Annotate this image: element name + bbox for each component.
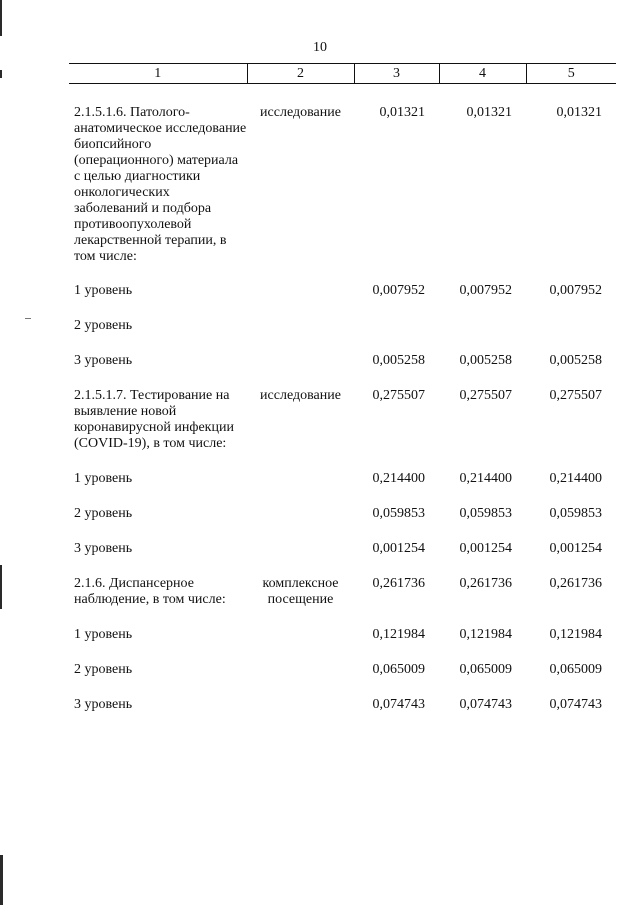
row-value-4: 0,007952 (459, 283, 512, 298)
row-value-3: 0,001254 (372, 541, 425, 556)
row-unit: комплексное посещение (262, 576, 339, 607)
row-name: 3 уровень (74, 697, 133, 712)
row-name: 2.1.6. Диспансерное наблюдение, в том числе: (74, 576, 226, 607)
page-number: 10 (313, 40, 327, 55)
table-row (69, 105, 616, 265)
row-unit (247, 627, 354, 643)
row-value-4: 0,074743 (459, 697, 512, 712)
row-value-4: 0,01321 (466, 105, 512, 120)
row-name: 2 уровень (74, 506, 133, 521)
row-name: 3 уровень (74, 541, 133, 556)
table-row (69, 627, 616, 643)
row-name: 2 уровень (74, 662, 133, 677)
row-value-3: 0,261736 (372, 576, 425, 591)
row-value-5: 0,261736 (549, 576, 602, 591)
row-value-3 (354, 318, 439, 334)
row-value-5: 0,074743 (549, 697, 602, 712)
scan-artifact (0, 565, 2, 609)
row-name: 1 уровень (74, 471, 133, 486)
scan-artifact (0, 855, 3, 905)
row-name: 3 уровень (74, 353, 133, 368)
table-row (69, 318, 616, 334)
column-header: 3 (354, 64, 439, 84)
table-row (69, 697, 616, 713)
row-unit (247, 471, 354, 487)
row-value-4: 0,121984 (459, 627, 512, 642)
row-unit (247, 318, 354, 334)
table-header-row (69, 64, 616, 84)
row-value-5: 0,059853 (549, 506, 602, 521)
table-row (69, 388, 616, 452)
row-unit (247, 697, 354, 713)
row-value-5: 0,214400 (549, 471, 602, 486)
row-unit (247, 506, 354, 522)
row-value-3: 0,059853 (372, 506, 425, 521)
scan-artifact (25, 318, 31, 319)
row-unit (247, 662, 354, 678)
row-name: 2 уровень (74, 318, 133, 333)
row-value-5 (526, 318, 616, 334)
row-unit: исследование (260, 105, 341, 120)
row-value-3: 0,214400 (372, 471, 425, 486)
row-unit (247, 283, 354, 299)
table-row (69, 471, 616, 487)
column-header: 5 (526, 64, 616, 84)
row-value-4: 0,005258 (459, 353, 512, 368)
row-value-5: 0,007952 (549, 283, 602, 298)
row-name: 1 уровень (74, 627, 133, 642)
row-value-4 (439, 318, 526, 334)
row-value-5: 0,065009 (549, 662, 602, 677)
row-value-3: 0,01321 (379, 105, 425, 120)
row-value-5: 0,005258 (549, 353, 602, 368)
row-value-3: 0,074743 (372, 697, 425, 712)
scan-artifact (0, 0, 2, 36)
table-row (69, 541, 616, 557)
row-value-5: 0,001254 (549, 541, 602, 556)
column-header: 2 (247, 64, 354, 84)
row-name: 2.1.5.1.6. Патолого-анатомическое исследование биопсийного (операционного) материала с целью диагностики онкологических заболеваний и подбора противоопухолевой лекарственной терапии, в том числе: (74, 105, 247, 264)
row-value-3: 0,121984 (372, 627, 425, 642)
column-header: 1 (69, 64, 247, 84)
row-value-4: 0,214400 (459, 471, 512, 486)
table-row (69, 576, 616, 608)
row-value-5: 0,01321 (556, 105, 602, 120)
row-unit (247, 541, 354, 557)
row-value-3: 0,005258 (372, 353, 425, 368)
column-header: 4 (439, 64, 526, 84)
row-value-4: 0,059853 (459, 506, 512, 521)
row-value-3: 0,065009 (372, 662, 425, 677)
scan-artifact (0, 70, 2, 78)
data-table (69, 63, 616, 713)
row-name: 1 уровень (74, 283, 133, 298)
row-value-5: 0,121984 (549, 627, 602, 642)
table-row (69, 506, 616, 522)
row-value-4: 0,275507 (459, 388, 512, 403)
table-row (69, 662, 616, 678)
row-value-5: 0,275507 (549, 388, 602, 403)
row-name: 2.1.5.1.7. Тестирование на выявление новой коронавирусной инфекции (COVID-19), в том числе: (74, 388, 234, 451)
row-unit (247, 353, 354, 369)
row-value-4: 0,065009 (459, 662, 512, 677)
table-row (69, 283, 616, 299)
row-value-3: 0,007952 (372, 283, 425, 298)
row-value-4: 0,261736 (459, 576, 512, 591)
row-unit: исследование (260, 388, 341, 403)
row-value-3: 0,275507 (372, 388, 425, 403)
row-value-4: 0,001254 (459, 541, 512, 556)
table-row (69, 353, 616, 369)
